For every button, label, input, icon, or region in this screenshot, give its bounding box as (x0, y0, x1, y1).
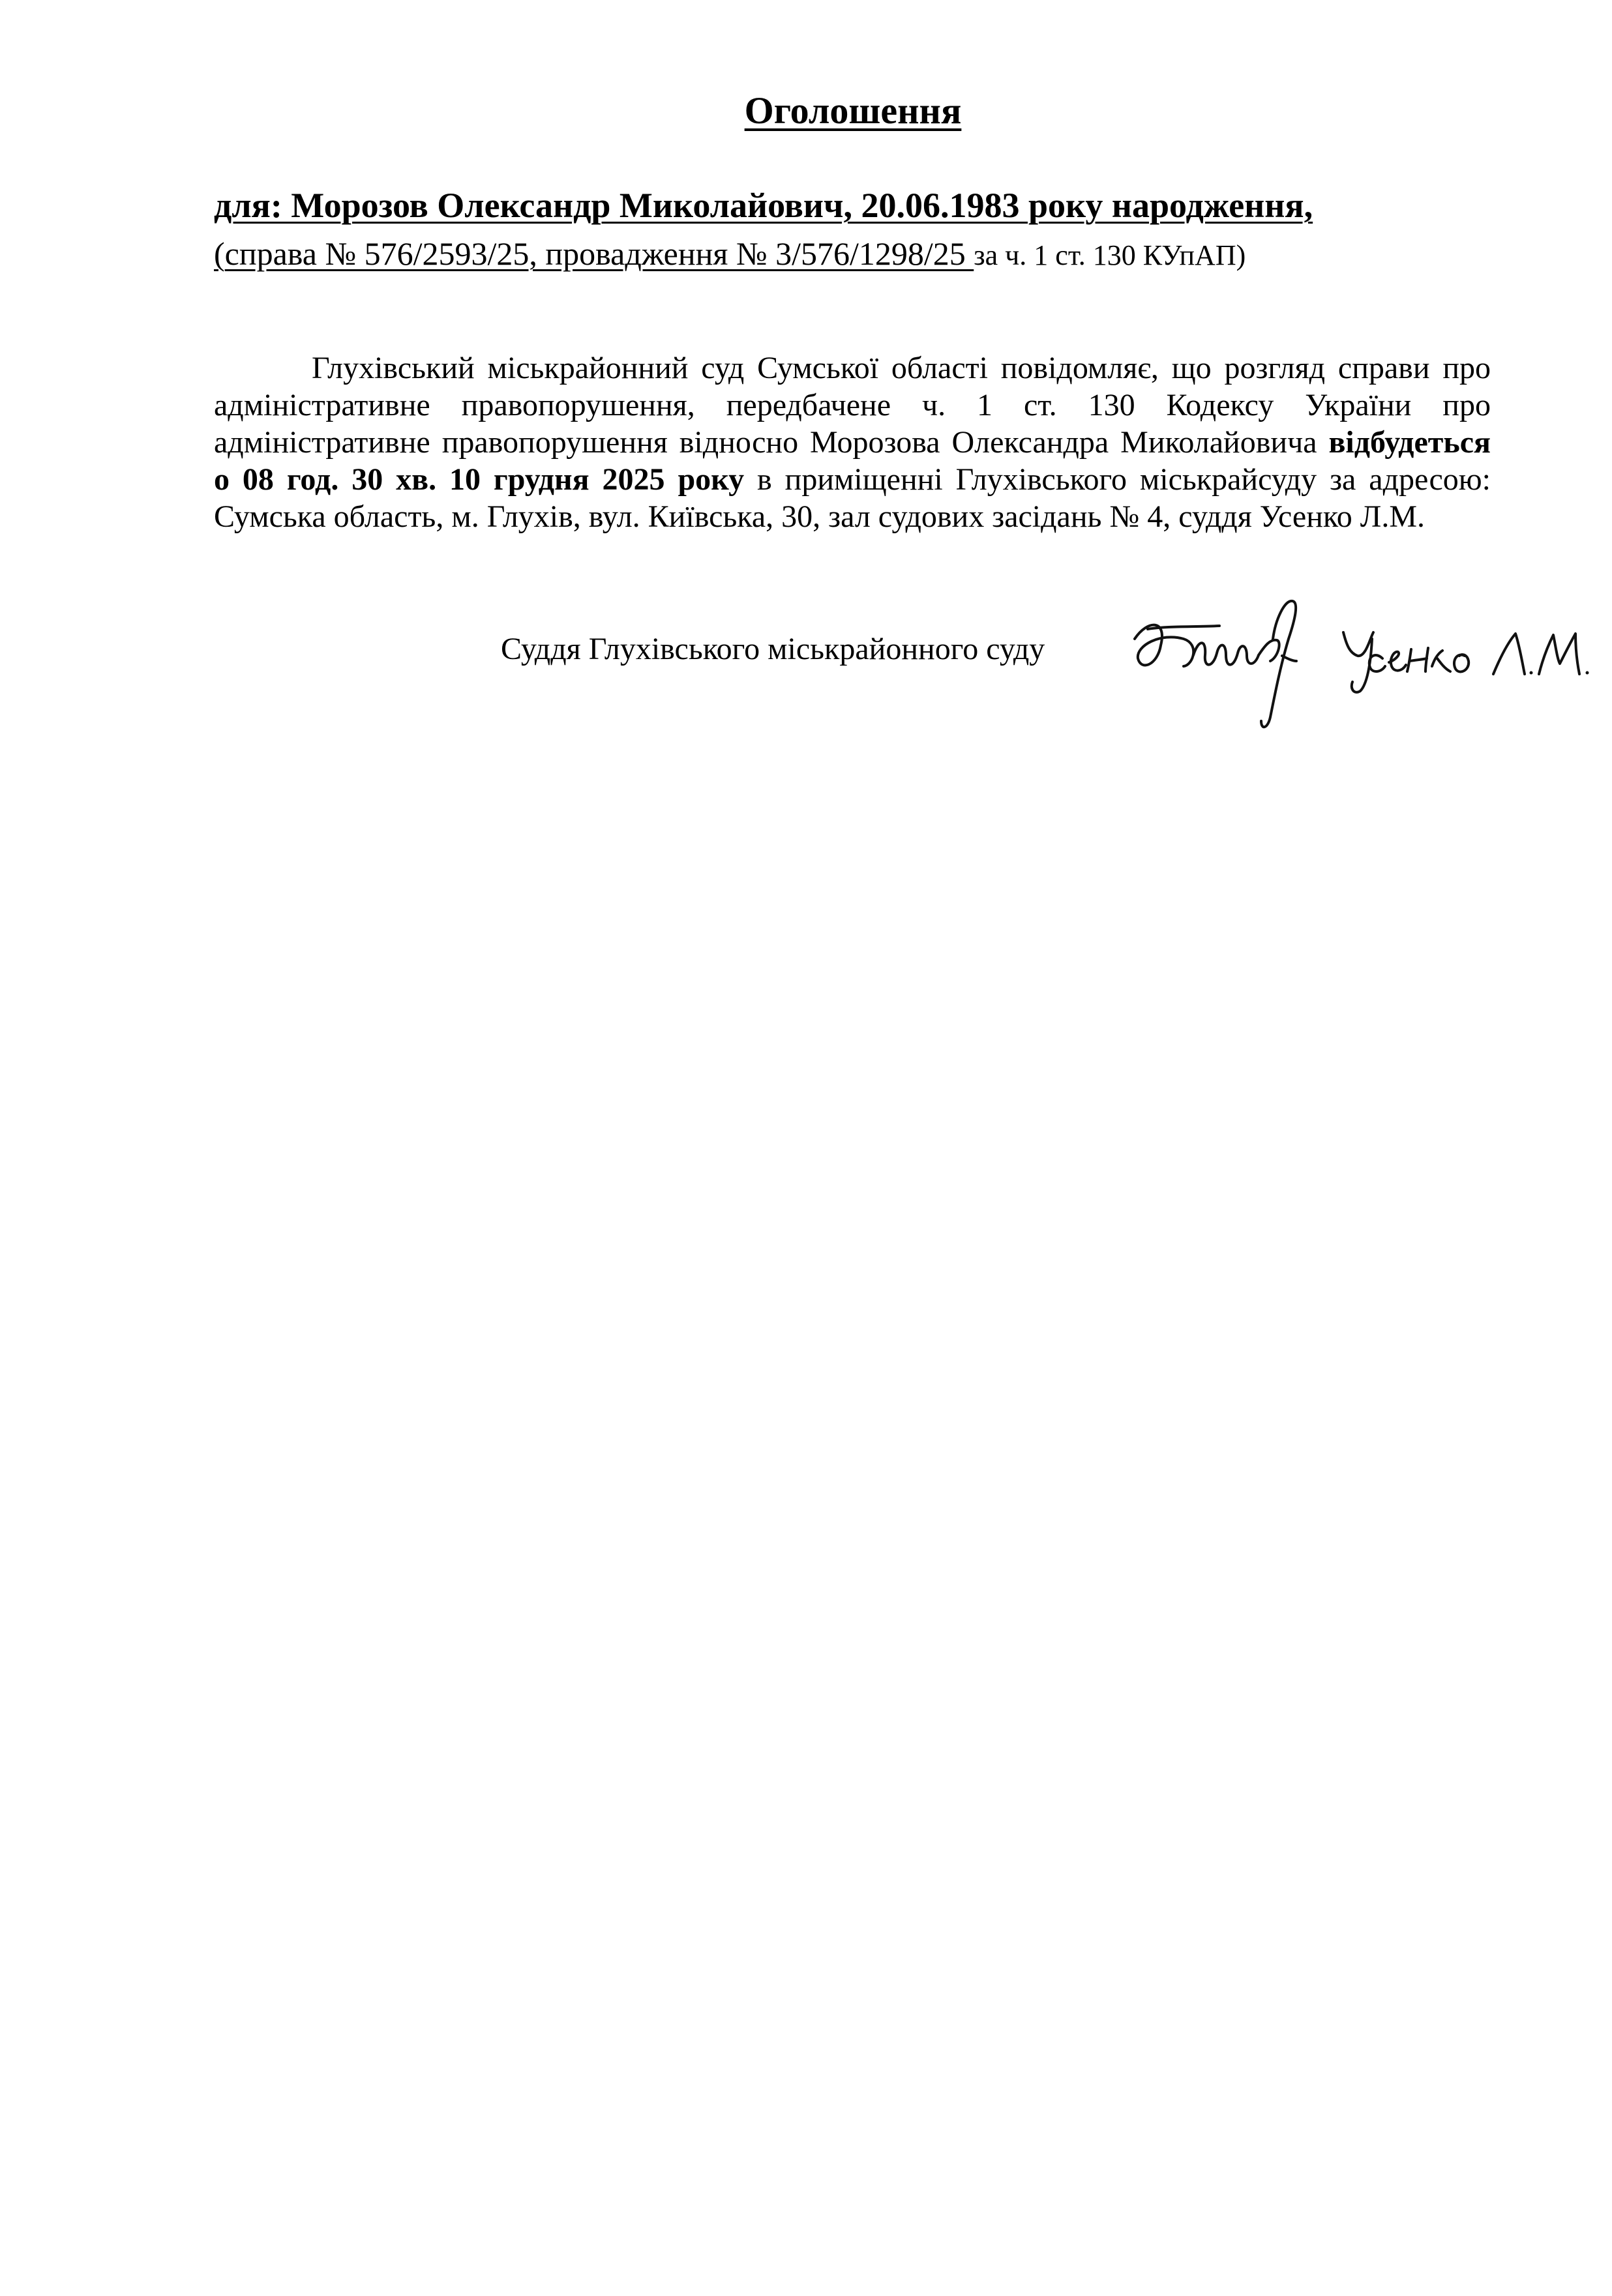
case-number: справа № 576/2593/25, провадження № 3/576/1298/25 (224, 235, 974, 272)
notice-body (214, 349, 1491, 535)
notice-text-start: Глухівський міськрайонний суд Сумської області повідомляє, що розгляд справи про адміністративне правопорушення, передбачене ч. 1 ст. 130 Кодексу України про адміністративне правопорушення відносно Морозова Олександра Миколайовича (214, 351, 1491, 460)
hearing-datetime: відбудеться о 08 год. 30 хв. 10 грудня 2025 року (214, 425, 1491, 497)
addressee-line: для: Морозов Олександр Миколайович, 20.06.1983 року народження, (214, 186, 1313, 225)
document-title: Оголошення (744, 89, 962, 132)
case-reference (214, 235, 974, 272)
judge-signature-label: Суддя Глухівського міськрайонного суду (501, 632, 1045, 666)
notice-text-end: в приміщенні Глухівського міськрайсуду за адресою: Сумська область, м. Глухів, вул. Київська, 30, зал судових засідань № 4, суддя Усенко Л.М. (214, 462, 1491, 534)
handwritten-signature (1122, 593, 1604, 743)
open-paren: ( (214, 235, 225, 272)
case-article: за ч. 1 ст. 130 КУпАП) (974, 239, 1246, 271)
case-reference-line (214, 236, 1246, 272)
